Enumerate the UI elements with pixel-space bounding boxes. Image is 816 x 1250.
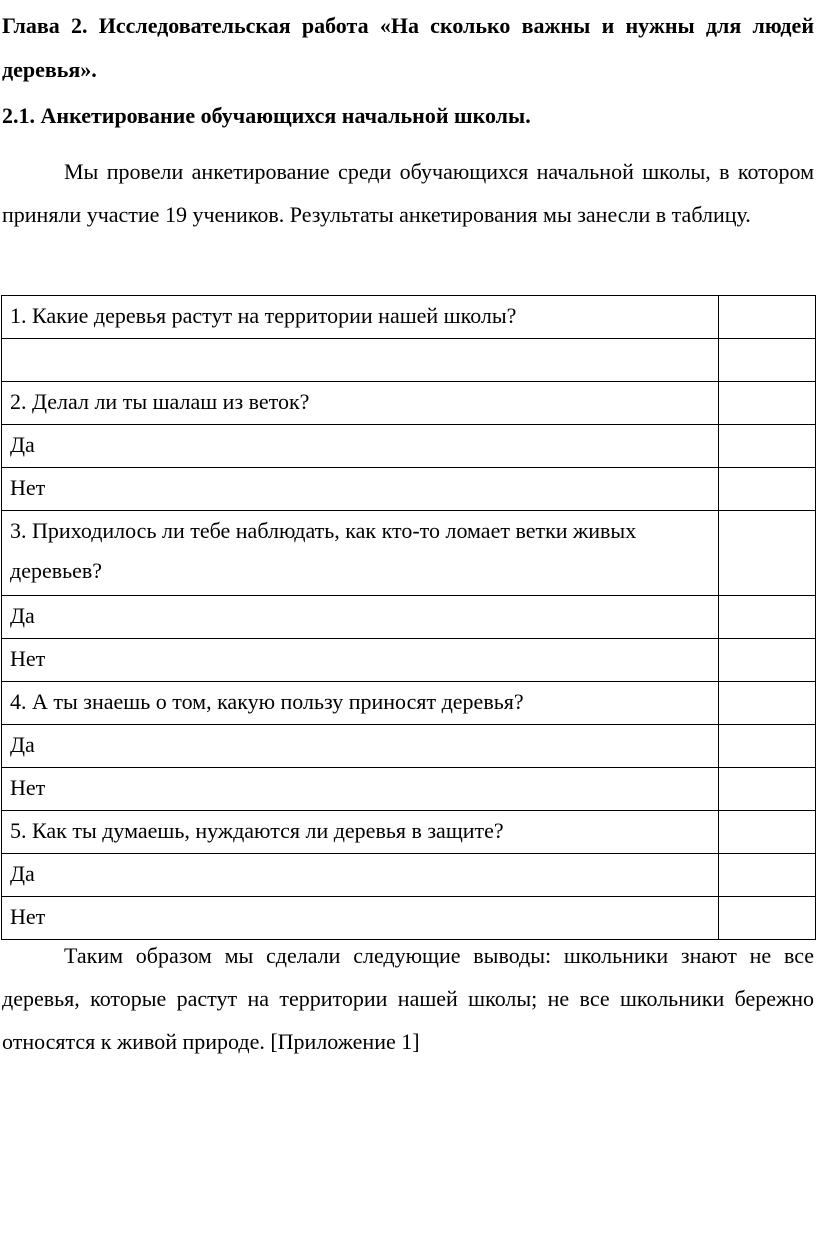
table-cell-question: 1. Какие деревья растут на территории нашей школы?: [2, 296, 719, 339]
table-cell-answer: [719, 639, 816, 682]
table-cell-question: 3. Приходилось ли тебе наблюдать, как кто-то ломает ветки живых деревьев?: [2, 511, 719, 596]
table-row: [2, 296, 816, 339]
table-cell-answer: [719, 725, 816, 768]
table-cell-answer: [719, 296, 816, 339]
table-row: [2, 596, 816, 639]
table-row: [2, 768, 816, 811]
chapter-heading: Глава 2. Исследовательская работа «На сколько важны и нужны для людей деревья».: [2, 13, 814, 82]
table-row: [2, 425, 816, 468]
table-row: [2, 811, 816, 854]
table-row: [2, 854, 816, 897]
table-cell-answer: [719, 768, 816, 811]
table-cell-option: Да: [2, 596, 719, 639]
table-row: [2, 339, 816, 382]
table-cell-answer: [719, 425, 816, 468]
table-row: [2, 382, 816, 425]
table-cell-answer: [719, 682, 816, 725]
table-cell-option: Нет: [2, 468, 719, 511]
table-cell-option: Нет: [2, 768, 719, 811]
table-row: [2, 639, 816, 682]
table-cell-answer: [719, 511, 816, 596]
table-row: [2, 682, 816, 725]
table-cell-answer: [719, 596, 816, 639]
table-cell-question: [2, 339, 719, 382]
survey-table: [1, 295, 816, 940]
table-cell-option: Да: [2, 425, 719, 468]
table-cell-question: 4. А ты знаешь о том, какую пользу приносят деревья?: [2, 682, 719, 725]
table-cell-option: Да: [2, 854, 719, 897]
table-row: [2, 468, 816, 511]
table-cell-option: Да: [2, 725, 719, 768]
section-heading: 2.1. Анкетирование обучающихся начальной школы.: [2, 103, 531, 128]
table-row: [2, 511, 816, 596]
table-cell-question: 5. Как ты думаешь, нуждаются ли деревья в защите?: [2, 811, 719, 854]
table-cell-question: 2. Делал ли ты шалаш из веток?: [2, 382, 719, 425]
table-cell-answer: [719, 854, 816, 897]
table-cell-answer: [719, 382, 816, 425]
table-row: [2, 725, 816, 768]
table-cell-option: Нет: [2, 897, 719, 940]
table-cell-answer: [719, 339, 816, 382]
table-cell-option: Нет: [2, 639, 719, 682]
table-cell-answer: [719, 468, 816, 511]
conclusion-paragraph: Таким образом мы сделали следующие выводы: школьники знают не все деревья, которые растут на территории нашей школы; не все школьники бережно относятся к живой природе. [Приложение 1]: [2, 943, 814, 1054]
table-cell-answer: [719, 811, 816, 854]
intro-paragraph: Мы провели анкетирование среди обучающихся начальной школы, в котором приняли участие 19 учеников. Результаты анкетирования мы занесли в таблицу.: [2, 159, 814, 227]
